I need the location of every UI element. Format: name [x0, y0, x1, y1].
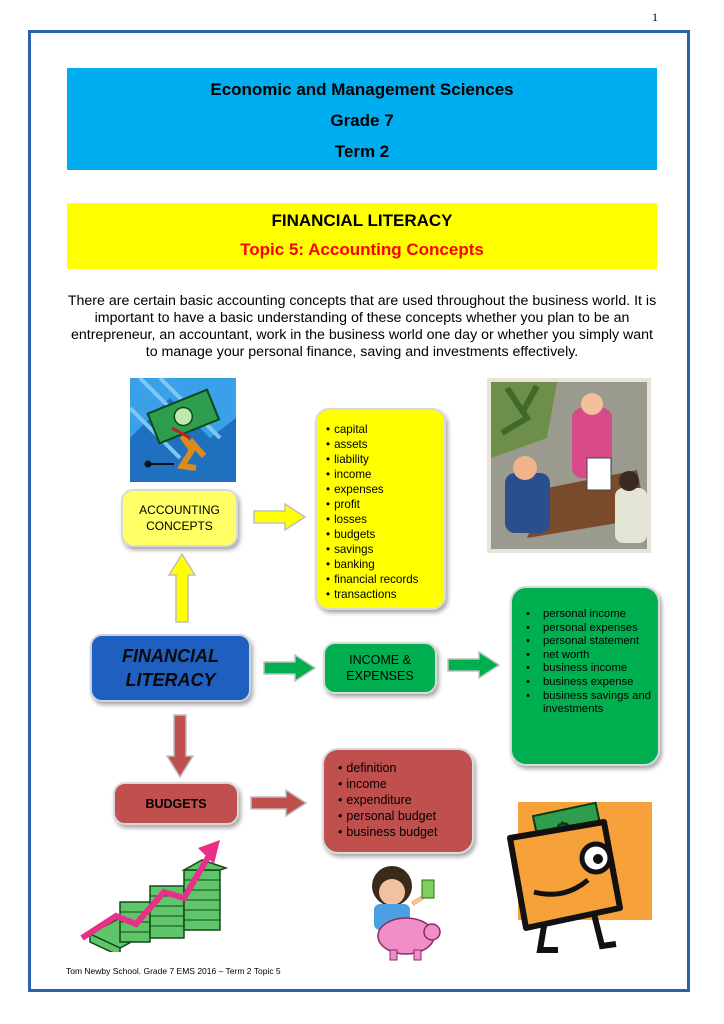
list-item: • expenses: [326, 482, 444, 497]
list-item: • business savings and investments: [526, 690, 652, 717]
money-growth-clipart: [80, 834, 228, 952]
topic-heading: FINANCIAL LITERACY: [271, 211, 453, 230]
budgets-node: [113, 782, 239, 825]
income-line1: INCOME &: [349, 653, 411, 667]
list-item: • profit: [326, 497, 444, 512]
list-item: • assets: [326, 437, 444, 452]
page-footer: Tom Newby School. Grade 7 EMS 2016 – Term 2 Topic 5: [66, 966, 281, 976]
arrow-right-yellow: [253, 503, 307, 531]
subject-title: Economic and Management Sciences: [210, 80, 514, 99]
list-item: • expenditure: [338, 792, 472, 808]
income-expenses-list: [510, 586, 660, 766]
topic-subheading: Topic 5: Accounting Concepts: [240, 240, 484, 259]
income-line2: EXPENSES: [346, 669, 414, 683]
income-expenses-node: [323, 642, 437, 694]
business-meeting-clipart: [487, 378, 651, 553]
title-banner: [67, 68, 657, 170]
list-item: • financial records: [326, 572, 444, 587]
arrow-right-red: [250, 789, 308, 817]
list-item: • capital: [326, 422, 444, 437]
list-item: • income: [338, 776, 472, 792]
money-man-clipart: [130, 378, 236, 482]
wallet-clipart: [504, 796, 660, 954]
financial-literacy-node: [90, 634, 251, 702]
term-title: Term 2: [334, 142, 390, 161]
list-item: • personal budget: [338, 808, 472, 824]
center-line1: FINANCIAL: [122, 646, 219, 666]
list-item: • business income: [526, 662, 652, 676]
list-item: • transactions: [326, 587, 444, 602]
list-item: • income: [326, 467, 444, 482]
list-item: • budgets: [326, 527, 444, 542]
accounting-line1: ACCOUNTING: [139, 503, 220, 517]
grade-title: Grade 7: [330, 111, 394, 130]
budgets-label: BUDGETS: [145, 796, 207, 811]
list-item: • banking: [326, 557, 444, 572]
page-number: 1: [652, 10, 658, 24]
list-item: • personal expenses: [526, 622, 652, 636]
arrow-down-red: [166, 714, 194, 778]
list-item: • definition: [338, 760, 472, 776]
accounting-items: [326, 422, 444, 602]
arrow-right-green: [263, 654, 317, 682]
intro-paragraph: There are certain basic accounting concepts that are used throughout the business world. It is important to have a basic understanding of these concepts whether you plan to be an entrepreneur, an accountant, work in the business world one day or whether you simply want to manage your personal finance, saving and investments effectively.: [67, 293, 657, 360]
center-line2: LITERACY: [125, 670, 216, 690]
list-item: • business budget: [338, 824, 472, 840]
list-item: • business expense: [526, 676, 652, 690]
arrow-up-yellow: [168, 553, 196, 623]
arrow-right-green-2: [447, 651, 501, 679]
list-item: • liability: [326, 452, 444, 467]
accounting-concepts-list: [315, 408, 446, 610]
budgets-list: [322, 748, 474, 854]
topic-banner: [67, 203, 657, 269]
income-items: [526, 608, 652, 717]
list-item: • savings: [326, 542, 444, 557]
budget-items: [338, 760, 472, 840]
piggy-bank-girl-clipart: [356, 864, 446, 962]
list-item: • personal statement: [526, 635, 652, 649]
list-item: • net worth: [526, 649, 652, 663]
accounting-line2: CONCEPTS: [146, 519, 213, 533]
accounting-concepts-node: [121, 489, 238, 547]
list-item: • personal income: [526, 608, 652, 622]
list-item: • losses: [326, 512, 444, 527]
